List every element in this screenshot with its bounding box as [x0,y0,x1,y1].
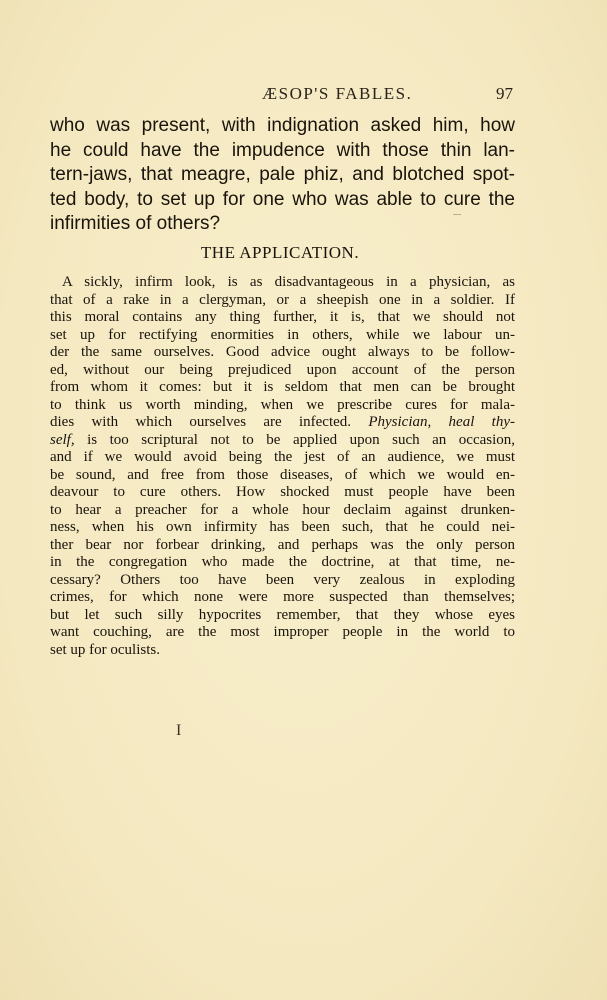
text-line: der the same ourselves. Good advice ought always to be follow- [50,344,515,360]
running-head [0,84,607,104]
text-line: set up for rectifying enormities in others, while we labour un- [50,326,515,343]
italic-phrase: self, [50,431,75,448]
text-line: cessary? Others too have been very zealous in exploding [50,571,515,588]
text-line: deavour to cure others. How shocked must people have been [50,484,515,500]
text-line: to hear a preacher for a whole hour declaim against drunken- [50,501,515,518]
text-run: dies with which ourselves are infected. [50,414,352,430]
text-line: A sickly, infirm look, is as disadvantageous in a physician, as [62,274,515,290]
signature-mark: I [176,722,182,739]
text-line: but let such silly hypocrites remember, that they whose eyes [50,606,515,623]
italic-phrase: Physician, heal thy- [368,414,515,430]
text-line: ed, without our being prejudiced upon account of the person [50,361,515,378]
text-line: ness, when his own infirmity has been such, that he could nei- [50,519,515,535]
text-run: is too scriptural not to be applied upon such an occasion, [87,431,516,448]
page-number: 97 [496,84,513,103]
text-line: want couching, are the most improper people in the world to [50,624,515,640]
text-line: he could have the impudence with those thin lan- [50,139,515,161]
running-title: ÆSOP'S FABLES. [262,84,413,103]
text-line: infirmities of others? [50,213,221,235]
section-heading: THE APPLICATION. [200,243,360,262]
text-line: be sound, and free from those diseases, of which we would en- [50,466,515,483]
text-line: ted body, to set up for one who was able to cure the [50,188,515,210]
text-line: set up for oculists. [50,641,160,658]
text-line: ther bear nor forbear drinking, and perhaps was the only person [50,536,515,553]
text-line: this moral contains any thing further, it is, that we should not [50,309,515,325]
opening-paragraph [50,114,515,237]
text-line: that of a rake in a clergyman, or a sheepish one in a soldier. If [50,291,515,308]
text-line: and if we would avoid being the jest of an audience, we must [50,449,515,465]
application-paragraph [50,274,515,659]
text-line [50,414,515,432]
text-line [50,432,515,450]
text-line: in the congregation who made the doctrine, at that time, ne- [50,554,515,570]
print-blemish [453,214,461,215]
text-line: tern-jaws, that meagre, pale phiz, and blotched spot- [50,164,515,186]
text-line: from whom it comes: but it is seldom that men can be brought [50,379,515,395]
text-line: who was present, with indignation asked him, how [50,115,515,136]
text-line: to think us worth minding, when we prescribe cures for mala- [50,396,515,413]
text-line: crimes, for which none were more suspected than themselves; [50,589,515,605]
